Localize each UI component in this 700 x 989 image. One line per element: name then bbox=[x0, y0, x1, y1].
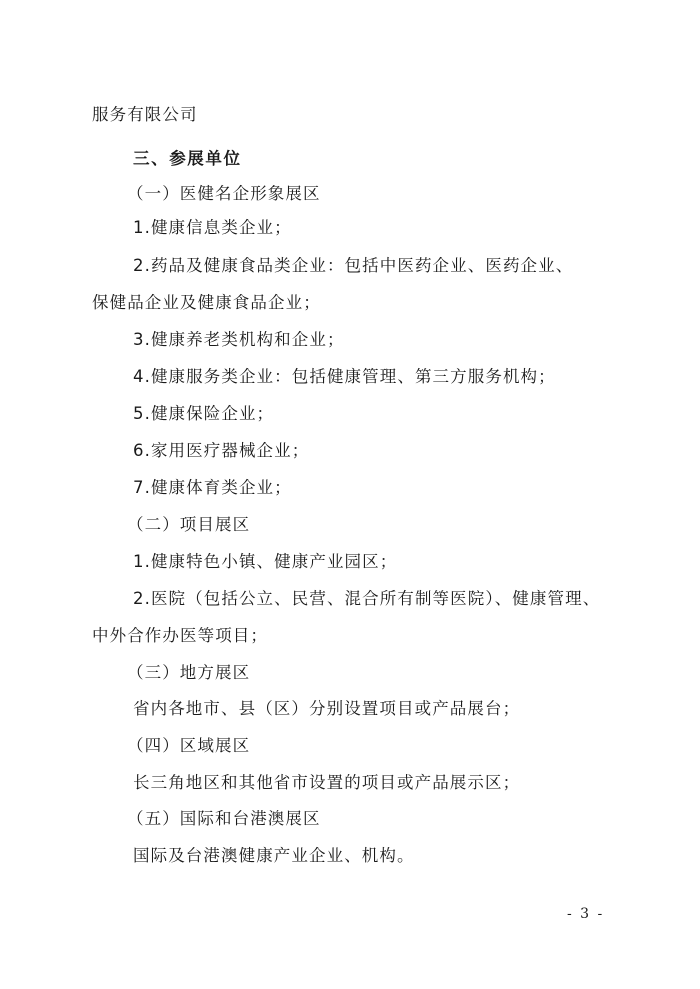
list-item: 2.药品及健康食品类企业：包括中医药企业、医药企业、 bbox=[133, 256, 574, 275]
list-item-continuation: 中外合作办医等项目； bbox=[92, 626, 268, 645]
section-heading: 三、参展单位 bbox=[133, 149, 242, 168]
list-item: 1.健康信息类企业； bbox=[133, 218, 292, 237]
paragraph: 国际及台港澳健康产业企业、机构。 bbox=[133, 846, 415, 865]
subsection-heading: （一）医健名企形象展区 bbox=[127, 184, 321, 203]
list-item: 1.健康特色小镇、健康产业园区； bbox=[133, 552, 398, 571]
list-item: 4.健康服务类企业：包括健康管理、第三方服务机构； bbox=[133, 367, 556, 386]
page-number: - 3 - bbox=[567, 906, 605, 922]
subsection-heading: （四）区域展区 bbox=[127, 736, 251, 755]
list-item: 6.家用医疗器械企业； bbox=[133, 441, 310, 460]
list-item: 5.健康保险企业； bbox=[133, 404, 275, 423]
continuation-line: 服务有限公司 bbox=[92, 105, 198, 124]
paragraph: 省内各地市、县（区）分别设置项目或产品展台； bbox=[133, 699, 521, 718]
list-item: 2.医院（包括公立、民营、混合所有制等医院）、健康管理、 bbox=[133, 589, 601, 608]
subsection-heading: （五）国际和台港澳展区 bbox=[127, 809, 321, 828]
subsection-heading: （二）项目展区 bbox=[127, 515, 251, 534]
list-item: 7.健康体育类企业； bbox=[133, 478, 292, 497]
list-item: 3.健康养老类机构和企业； bbox=[133, 330, 345, 349]
subsection-heading: （三）地方展区 bbox=[127, 663, 251, 682]
paragraph: 长三角地区和其他省市设置的项目或产品展示区； bbox=[133, 773, 521, 792]
list-item-continuation: 保健品企业及健康食品企业； bbox=[92, 293, 321, 312]
